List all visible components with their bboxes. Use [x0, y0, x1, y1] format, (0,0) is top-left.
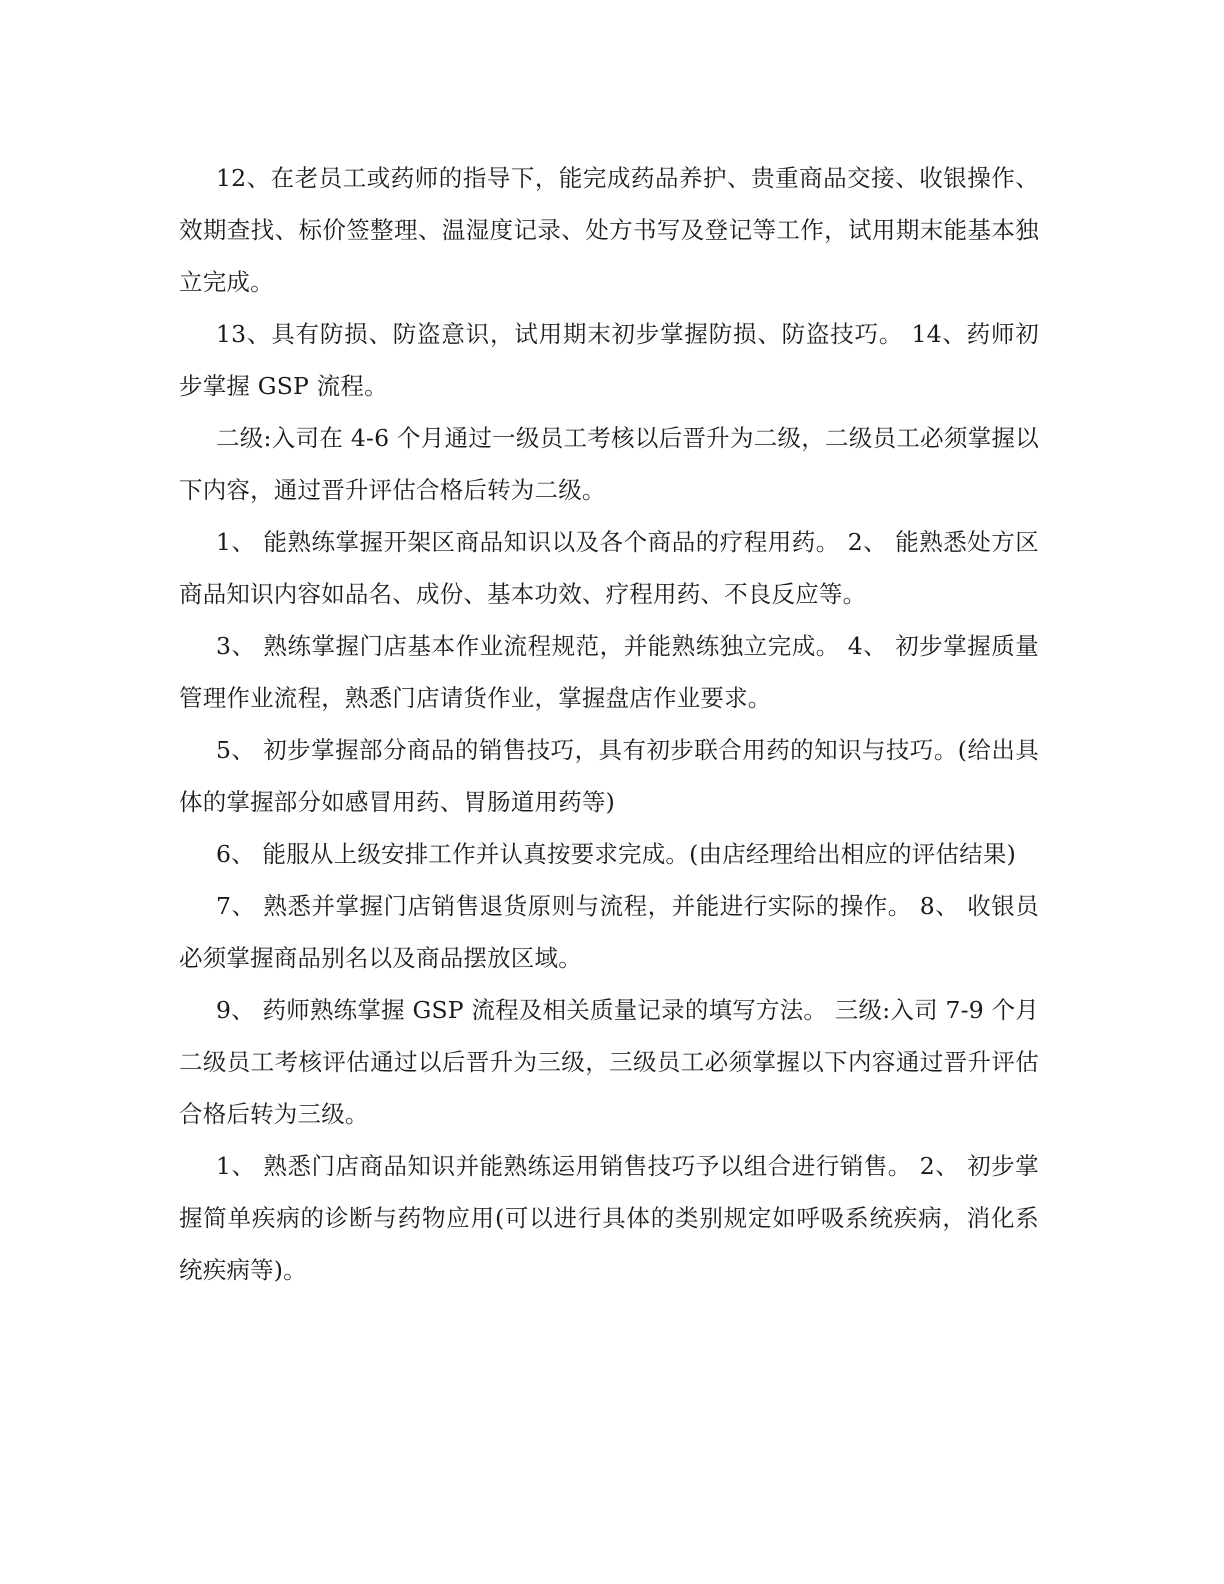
paragraph-item-12: 12、在老员工或药师的指导下，能完成药品养护、贵重商品交接、收银操作、效期查找、标价签整理、温湿度记录、处方书写及登记等工作，试用期末能基本独立完成。	[179, 164, 1039, 296]
paragraph-level-two-item-6: 6、 能服从上级安排工作并认真按要求完成。(由店经理给出相应的评估结果)	[216, 840, 1016, 868]
paragraph-level-two-items-1-2: 1、 能熟练掌握开架区商品知识以及各个商品的疗程用药。 2、 能熟悉处方区商品知识内容如品名、成份、基本功效、疗程用药、不良反应等。	[179, 528, 1039, 608]
paragraph-level-two-items-3-4: 3、 熟练掌握门店基本作业流程规范，并能熟练独立完成。 4、 初步掌握质量管理作业流程，熟悉门店请货作业，掌握盘店作业要求。	[179, 632, 1039, 712]
document-body	[179, 152, 1039, 1296]
paragraph-items-13-14: 13、具有防损、防盗意识，试用期末初步掌握防损、防盗技巧。 14、药师初步掌握 GSP 流程。	[179, 320, 1039, 400]
paragraph-level-two-item-9-level-three-intro: 9、 药师熟练掌握 GSP 流程及相关质量记录的填写方法。 三级:入司 7-9 个月二级员工考核评估通过以后晋升为三级，三级员工必须掌握以下内容通过晋升评估合格后转为三级。	[179, 996, 1039, 1128]
paragraph-level-two-intro: 二级:入司在 4-6 个月通过一级员工考核以后晋升为二级，二级员工必须掌握以下内容，通过晋升评估合格后转为二级。	[179, 424, 1039, 504]
paragraph-level-two-items-7-8: 7、 熟悉并掌握门店销售退货原则与流程，并能进行实际的操作。 8、 收银员必须掌握商品别名以及商品摆放区域。	[179, 892, 1039, 972]
paragraph-level-two-item-5: 5、 初步掌握部分商品的销售技巧，具有初步联合用药的知识与技巧。(给出具体的掌握部分如感冒用药、胃肠道用药等)	[179, 736, 1039, 816]
paragraph-level-three-items-1-2: 1、 熟悉门店商品知识并能熟练运用销售技巧予以组合进行销售。 2、 初步掌握简单疾病的诊断与药物应用(可以进行具体的类别规定如呼吸系统疾病，消化系统疾病等)。	[179, 1152, 1039, 1284]
